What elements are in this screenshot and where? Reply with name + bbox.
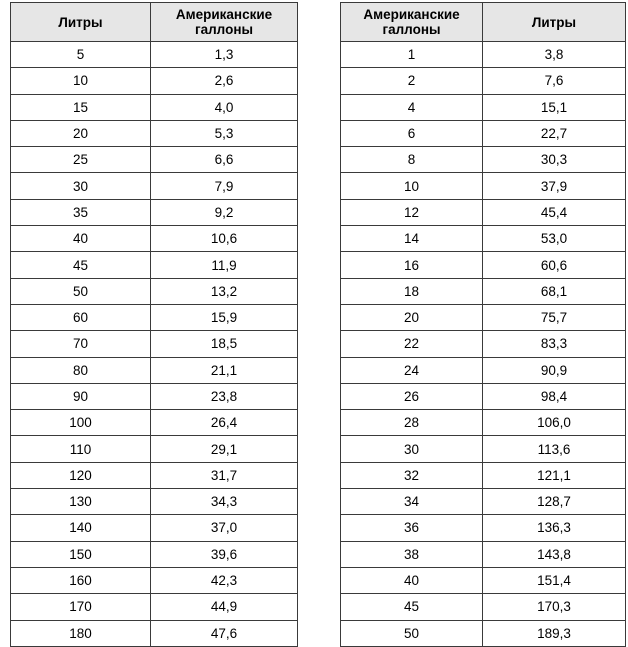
table-cell: 143,8 [483, 541, 626, 567]
table-cell: 24 [341, 357, 483, 383]
table-cell: 5,3 [151, 120, 298, 146]
table-row [11, 252, 298, 278]
table-cell: 40 [341, 567, 483, 593]
table-row [11, 147, 298, 173]
table-cell: 26 [341, 383, 483, 409]
table-row [341, 410, 626, 436]
table-row [11, 594, 298, 620]
table-cell: 100 [11, 410, 151, 436]
table-cell: 32 [341, 462, 483, 488]
table-cell: 130 [11, 489, 151, 515]
table-row [341, 226, 626, 252]
table-cell: 90,9 [483, 357, 626, 383]
liters-to-gallons-table [10, 2, 298, 647]
table-cell: 170,3 [483, 594, 626, 620]
table-cell: 70 [11, 331, 151, 357]
table-row [11, 383, 298, 409]
table-row [11, 357, 298, 383]
table-cell: 22 [341, 331, 483, 357]
table-cell: 30 [341, 436, 483, 462]
table-cell: 21,1 [151, 357, 298, 383]
table-cell: 60 [11, 304, 151, 330]
table-row [341, 541, 626, 567]
table-cell: 10 [341, 173, 483, 199]
table-row [341, 462, 626, 488]
column-header-us-gallons: Американские галлоны [151, 3, 298, 42]
table-cell: 2,6 [151, 68, 298, 94]
table-row [341, 173, 626, 199]
table-cell: 98,4 [483, 383, 626, 409]
table-cell: 47,6 [151, 620, 298, 646]
gallons-to-liters-table [340, 2, 626, 647]
table-cell: 16 [341, 252, 483, 278]
table-cell: 45 [341, 594, 483, 620]
table-cell: 15,9 [151, 304, 298, 330]
table-cell: 121,1 [483, 462, 626, 488]
table-cell: 37,9 [483, 173, 626, 199]
table-cell: 189,3 [483, 620, 626, 646]
table-row [11, 120, 298, 146]
table-cell: 11,9 [151, 252, 298, 278]
table-row [11, 199, 298, 225]
table-cell: 8 [341, 147, 483, 173]
table-cell: 10 [11, 68, 151, 94]
table-row [11, 462, 298, 488]
table-cell: 23,8 [151, 383, 298, 409]
table-cell: 18,5 [151, 331, 298, 357]
table-cell: 160 [11, 567, 151, 593]
table-cell: 22,7 [483, 120, 626, 146]
table-cell: 45 [11, 252, 151, 278]
table-row [341, 68, 626, 94]
table-cell: 15 [11, 94, 151, 120]
table-cell: 113,6 [483, 436, 626, 462]
table-row [11, 567, 298, 593]
table-cell: 14 [341, 226, 483, 252]
table-cell: 39,6 [151, 541, 298, 567]
table-row [341, 120, 626, 146]
table-cell: 6 [341, 120, 483, 146]
table-cell: 50 [11, 278, 151, 304]
table-row [341, 436, 626, 462]
table-cell: 42,3 [151, 567, 298, 593]
table-cell: 75,7 [483, 304, 626, 330]
table-cell: 44,9 [151, 594, 298, 620]
table-row [341, 331, 626, 357]
table-cell: 45,4 [483, 199, 626, 225]
column-header-liters: Литры [11, 3, 151, 42]
table-row [341, 383, 626, 409]
table-cell: 5 [11, 42, 151, 68]
table-cell: 10,6 [151, 226, 298, 252]
table-cell: 3,8 [483, 42, 626, 68]
table-row [341, 252, 626, 278]
table-cell: 20 [341, 304, 483, 330]
table-row [11, 620, 298, 646]
table-cell: 68,1 [483, 278, 626, 304]
table-cell: 34,3 [151, 489, 298, 515]
table-cell: 106,0 [483, 410, 626, 436]
table-row [341, 278, 626, 304]
table-row [11, 278, 298, 304]
table-row [341, 42, 626, 68]
table-row [11, 94, 298, 120]
table-cell: 83,3 [483, 331, 626, 357]
table-cell: 151,4 [483, 567, 626, 593]
table-cell: 30 [11, 173, 151, 199]
table-cell: 6,6 [151, 147, 298, 173]
table-row [341, 620, 626, 646]
table-row [341, 594, 626, 620]
table-cell: 35 [11, 199, 151, 225]
table-row [11, 436, 298, 462]
table-row [11, 331, 298, 357]
table-cell: 120 [11, 462, 151, 488]
table-row [11, 173, 298, 199]
table-row [341, 567, 626, 593]
table-row [341, 94, 626, 120]
table-cell: 53,0 [483, 226, 626, 252]
table-cell: 28 [341, 410, 483, 436]
table-cell: 60,6 [483, 252, 626, 278]
table-cell: 90 [11, 383, 151, 409]
table-cell: 140 [11, 515, 151, 541]
table-cell: 20 [11, 120, 151, 146]
table-row [341, 489, 626, 515]
table-cell: 1 [341, 42, 483, 68]
column-header-liters: Литры [483, 3, 626, 42]
table-cell: 2 [341, 68, 483, 94]
table-cell: 31,7 [151, 462, 298, 488]
table-row [11, 489, 298, 515]
table-row [341, 147, 626, 173]
table-row [11, 68, 298, 94]
table-cell: 7,6 [483, 68, 626, 94]
table-cell: 15,1 [483, 94, 626, 120]
table-cell: 180 [11, 620, 151, 646]
table-row [11, 304, 298, 330]
table-header-row [341, 3, 626, 42]
table-row [341, 357, 626, 383]
table-row [341, 304, 626, 330]
table-cell: 29,1 [151, 436, 298, 462]
table-cell: 25 [11, 147, 151, 173]
table-cell: 4,0 [151, 94, 298, 120]
table-cell: 9,2 [151, 199, 298, 225]
table-cell: 12 [341, 199, 483, 225]
table-cell: 4 [341, 94, 483, 120]
table-header-row [11, 3, 298, 42]
table-cell: 13,2 [151, 278, 298, 304]
table-row [341, 515, 626, 541]
table-cell: 136,3 [483, 515, 626, 541]
table-cell: 80 [11, 357, 151, 383]
table-cell: 18 [341, 278, 483, 304]
table-cell: 110 [11, 436, 151, 462]
table-cell: 170 [11, 594, 151, 620]
table-cell: 38 [341, 541, 483, 567]
table-cell: 34 [341, 489, 483, 515]
table-cell: 7,9 [151, 173, 298, 199]
table-row [11, 42, 298, 68]
table-cell: 26,4 [151, 410, 298, 436]
table-row [341, 199, 626, 225]
table-cell: 50 [341, 620, 483, 646]
table-cell: 150 [11, 541, 151, 567]
table-cell: 40 [11, 226, 151, 252]
table-cell: 36 [341, 515, 483, 541]
table-cell: 37,0 [151, 515, 298, 541]
table-cell: 128,7 [483, 489, 626, 515]
table-cell: 1,3 [151, 42, 298, 68]
table-row [11, 541, 298, 567]
table-row [11, 515, 298, 541]
table-cell: 30,3 [483, 147, 626, 173]
table-row [11, 226, 298, 252]
column-header-us-gallons: Американские галлоны [341, 3, 483, 42]
table-row [11, 410, 298, 436]
